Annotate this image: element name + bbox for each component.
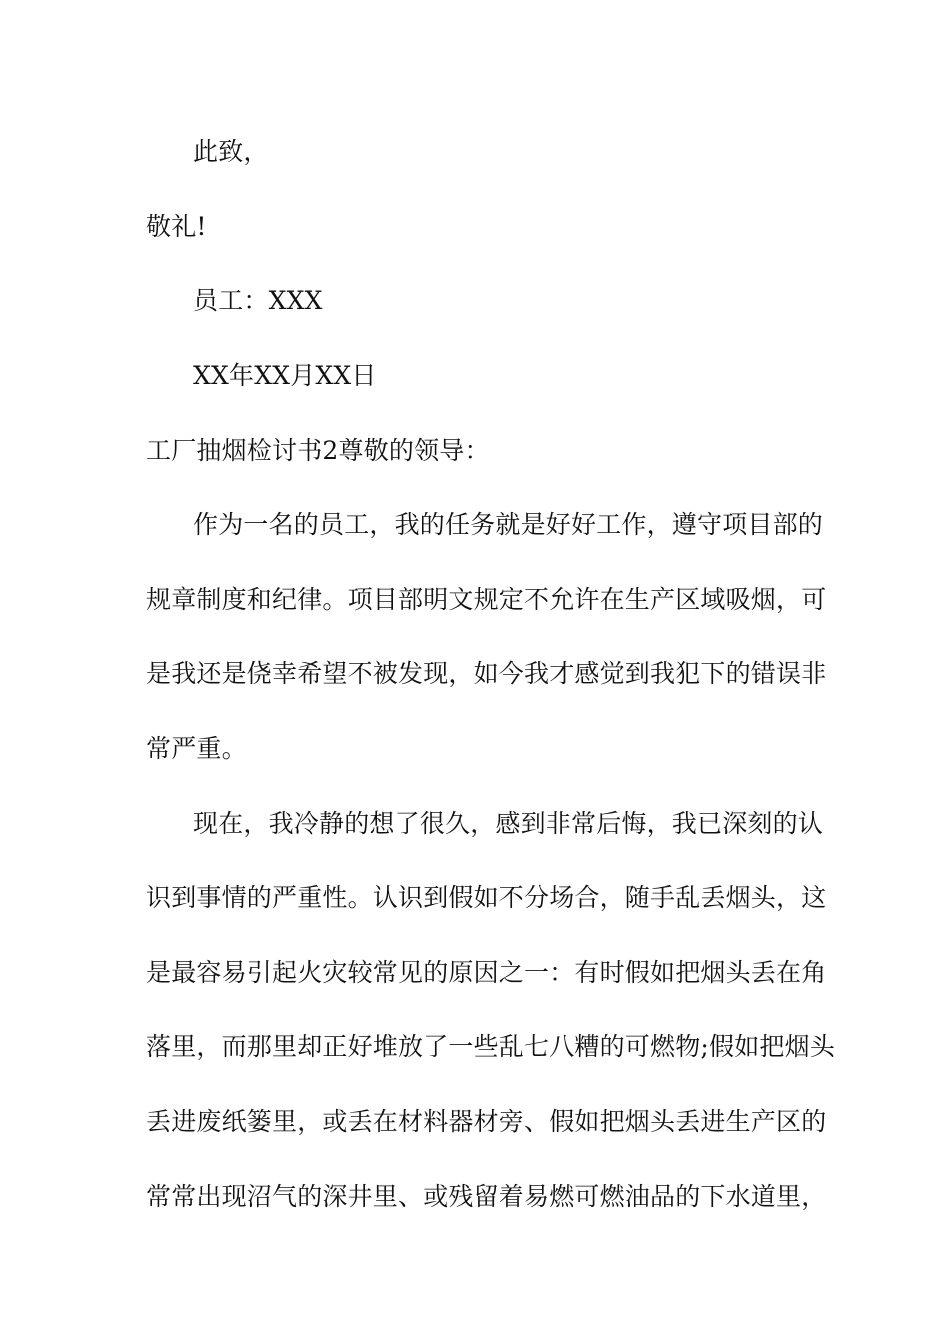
paragraph-2-line: 识到事情的严重性。认识到假如不分场合，随手乱丢烟头，这 — [146, 883, 827, 912]
paragraph-2-line: 落里，而那里却正好堆放了一些乱七八糟的可燃物;假如把烟头 — [146, 1032, 836, 1061]
section-heading: 工厂抽烟检讨书2尊敬的领导： — [146, 436, 490, 465]
paragraph-2-line: 常常出现沼气的深井里、或残留着易燃可燃油品的下水道里， — [146, 1182, 827, 1211]
closing-salute: 敬礼! — [146, 212, 207, 241]
closing-greeting: 此致， — [193, 137, 269, 166]
paragraph-2-line: 丢进废纸篓里，或丢在材料器材旁、假如把烟头丢进生产区的 — [146, 1107, 827, 1136]
signature-line: 员工：XXX — [193, 286, 323, 315]
paragraph-1-line: 规章制度和纪律。项目部明文规定不允许在生产区域吸烟，可 — [146, 585, 827, 614]
date-line: XX年XX月XX日 — [193, 361, 377, 390]
paragraph-1-line: 是我还是侥幸希望不被发现，如今我才感觉到我犯下的错误非 — [146, 659, 827, 688]
paragraph-1-line: 常严重。 — [146, 734, 247, 763]
paragraph-2-line: 是最容易引起火灾较常见的原因之一：有时假如把烟头丢在角 — [146, 958, 827, 987]
paragraph-2-line: 现在，我冷静的想了很久，感到非常后悔，我已深刻的认 — [193, 809, 824, 838]
paragraph-1-line: 作为一名的员工，我的任务就是好好工作，遵守项目部的 — [193, 510, 824, 539]
